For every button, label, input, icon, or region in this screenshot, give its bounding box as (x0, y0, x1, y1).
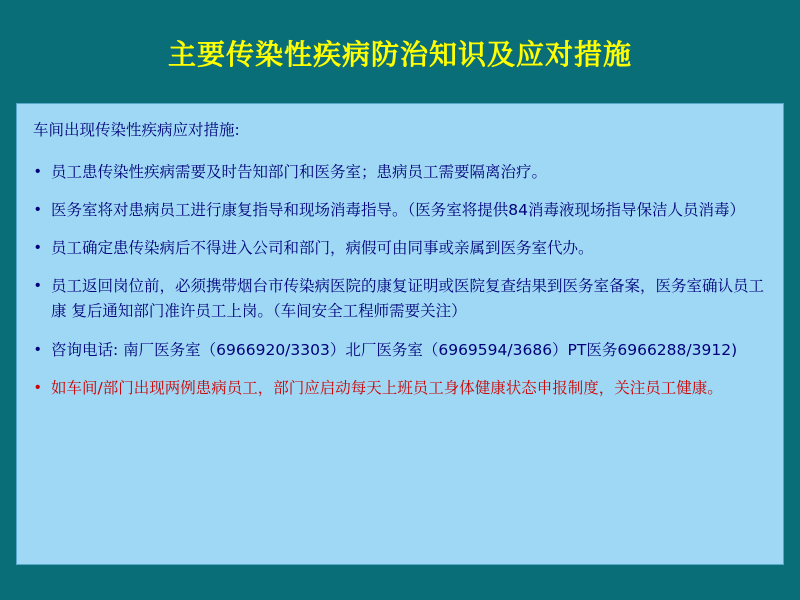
list-item-text: 员工确定患传染病后不得进入公司和部门，病假可由同事或亲属到医务室代办。 (51, 239, 594, 258)
list-item (31, 236, 769, 261)
list-item (31, 274, 769, 324)
bullet-icon: • (35, 378, 41, 396)
content-heading: 车间出现传染性疾病应对措施: (33, 121, 240, 139)
bullet-icon: • (35, 340, 41, 358)
list-item-text: 医务室将对患病员工进行康复指导和现场消毒指导。（医务室将提供84消毒液现场指导保洁人员消毒） (51, 201, 745, 220)
list-item-text: 员工患传染性疾病需要及时告知部门和医务室；患病员工需要隔离治疗。 (51, 163, 548, 182)
bullet-icon: • (35, 239, 41, 257)
list-item-text: 员工返回岗位前，必须携带烟台市传染病医院的康复证明或医院复查结果到医务室备案，医务室确认员工康 复后通知部门准许员工上岗。（车间安全工程师需要关注） (51, 277, 765, 321)
page-title: 主要传染性疾病防治知识及应对措施 (167, 38, 632, 71)
list-item (31, 338, 769, 363)
list-item (31, 160, 769, 185)
list-item (31, 198, 769, 223)
list-item-text: 咨询电话: 南厂医务室（6966920/3303）北厂医务室（6969594/3686）PT医务6966288/3912) (51, 340, 738, 359)
content-panel (16, 103, 784, 565)
list-item-text: 如车间/部门出现两例患病员工，部门应启动每天上班员工身体健康状态申报制度，关注员工健康。 (51, 378, 723, 397)
bullet-icon: • (35, 163, 41, 181)
list-item-highlight (31, 376, 769, 401)
bullet-icon: • (35, 201, 41, 219)
bullet-icon: • (35, 277, 41, 295)
